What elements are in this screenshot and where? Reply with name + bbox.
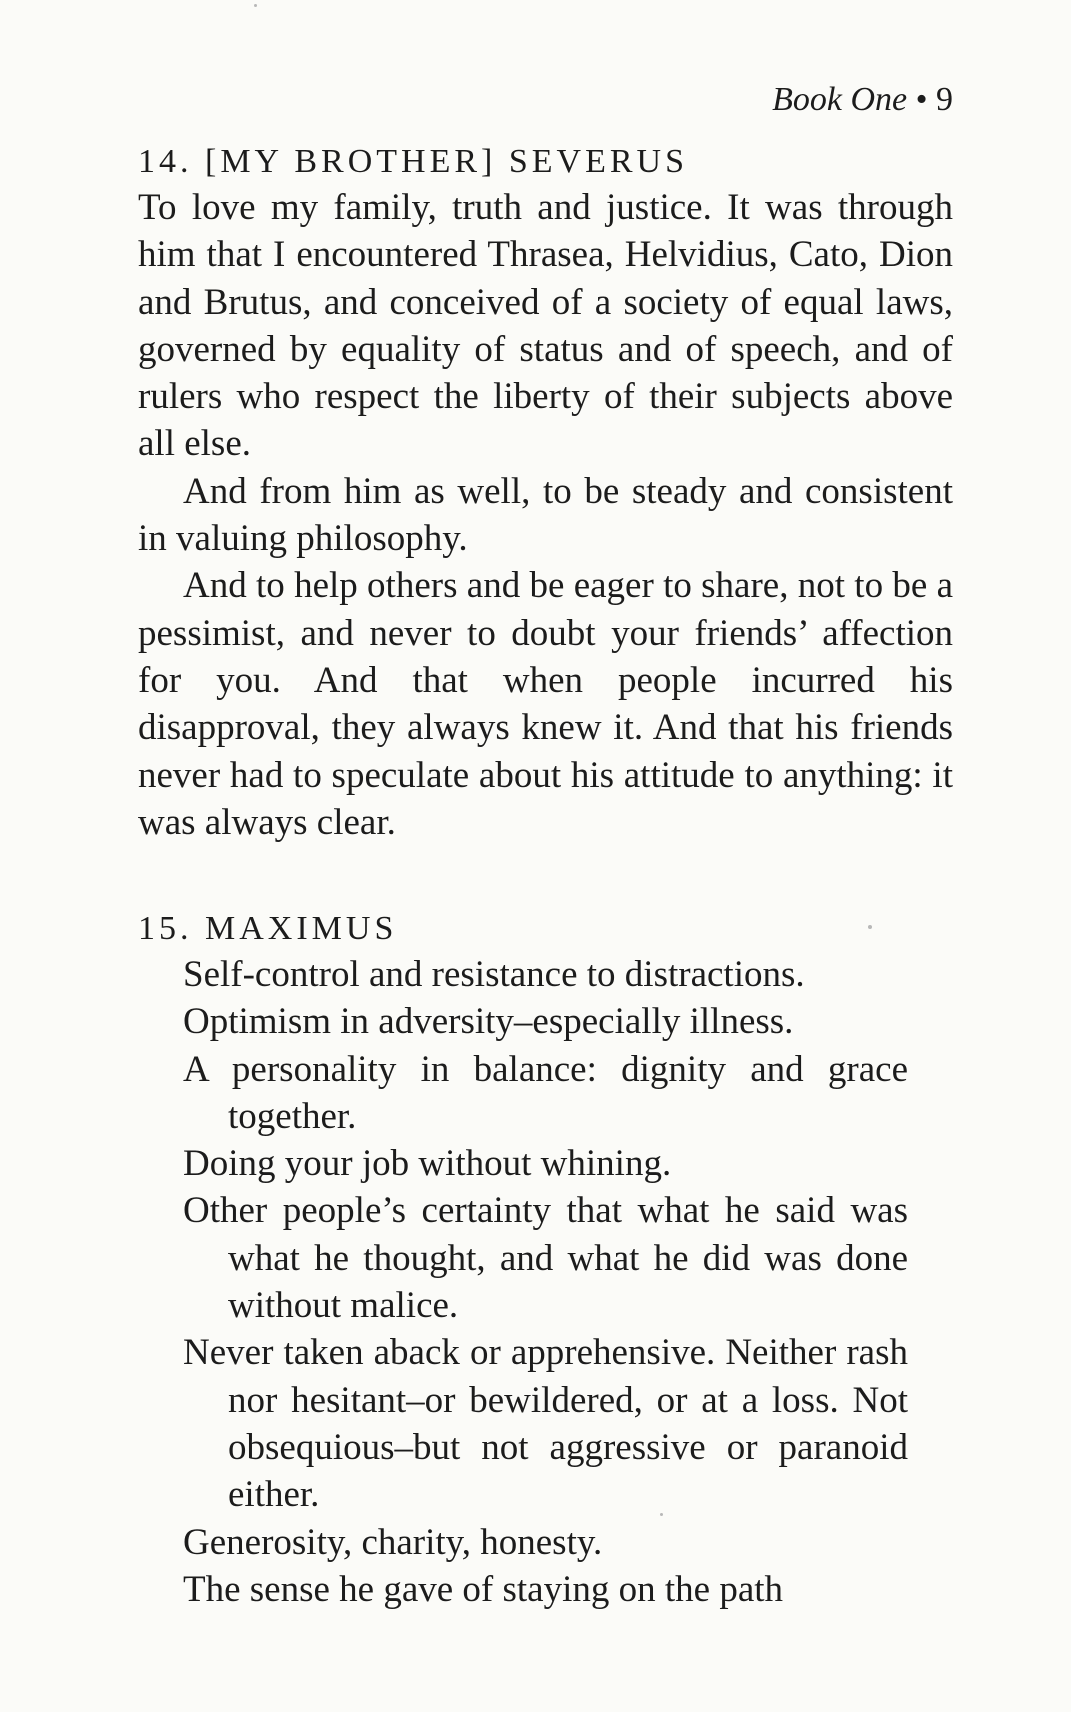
section-heading: 15. MAXIMUS: [138, 910, 398, 947]
running-head-separator: •: [907, 81, 936, 118]
list-item: Generosity, charity, honesty.: [183, 1521, 603, 1563]
list-item: Doing your job without whining.: [183, 1143, 672, 1185]
running-head-book-title: Book One: [772, 81, 908, 118]
paragraph: And to help others and be eager to share, not to be a pessimist, and never to doubt your friends’ affection for you. And that when people incurred his disapproval, they always knew it. And that his friends never had to speculate about his attitude to anything: it was always clear.: [138, 565, 953, 843]
list-item: Other people’s certainty that what he said was what he thought, and what he did was done without malice.: [183, 1190, 908, 1327]
list-item: A personality in balance: dignity and grace together.: [183, 1048, 908, 1137]
page-number: 9: [936, 81, 953, 118]
scan-speck: [868, 925, 872, 929]
paragraph: To love my family, truth and justice. It was through him that I encountered Thrasea, Helvidius, Cato, Dion and Brutus, and conceived of a society of equal laws, governed by equality of status and of speech, and of rulers who respect the liberty of their subjects above all else.: [138, 187, 953, 465]
section-14: [138, 140, 953, 846]
list-item: Never taken aback or apprehensive. Neither rash nor hesitant–or bewildered, or at a loss. Not obsequious–but not aggressive or paranoid either.: [183, 1332, 908, 1516]
list-item: Self-control and resistance to distractions.: [183, 954, 805, 995]
scan-speck: [254, 4, 257, 7]
scan-speck: [660, 1513, 663, 1516]
attribute-list: [138, 951, 908, 1613]
paragraph: And from him as well, to be steady and consistent in valuing philosophy.: [138, 470, 953, 560]
section-15: [138, 907, 908, 1613]
list-item: Optimism in adversity–especially illness.: [183, 1001, 794, 1043]
running-head: [772, 78, 953, 122]
section-heading: 14. [MY BROTHER] SEVERUS: [138, 143, 688, 180]
list-item: The sense he gave of staying on the path: [183, 1568, 784, 1610]
